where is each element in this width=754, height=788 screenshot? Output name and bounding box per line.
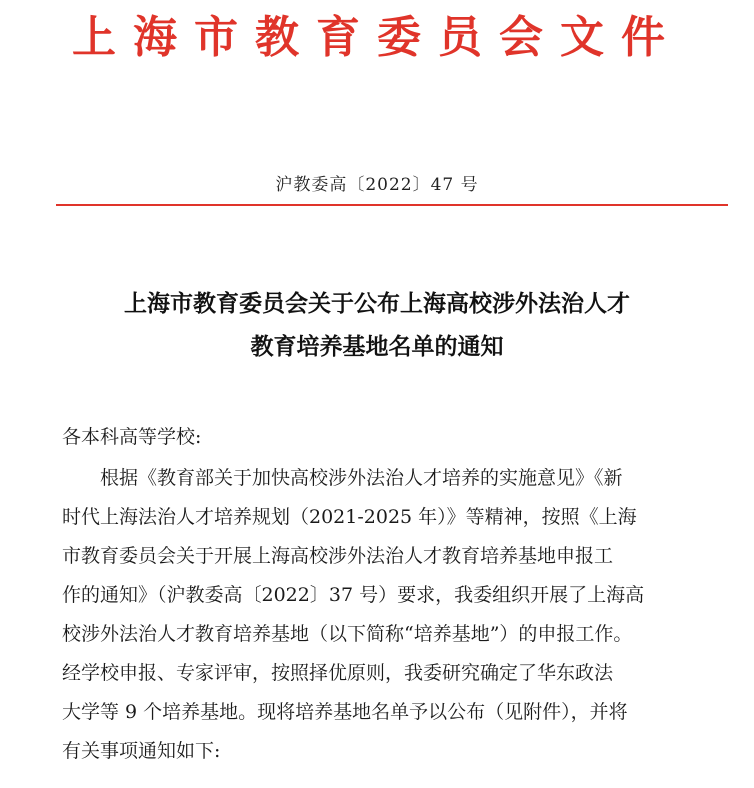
notice-title-line-2: 教育培养基地名单的通知 (250, 333, 504, 360)
body-line-6: 经学校申报、专家评审，按照择优原则，我委研究确定了华东政法 (62, 662, 614, 684)
document-header-title: 上海市教育委员会文件 (72, 12, 682, 63)
body-paragraph (62, 459, 738, 771)
notice-title-line-1: 上海市教育委员会关于公布上海高校涉外法治人才 (124, 290, 630, 317)
body-line-2: 时代上海法治人才培养规划（2021-2025 年）》等精神，按照《上海 (62, 506, 637, 528)
salutation: 各本科高等学校: (62, 426, 202, 448)
body-line-5: 校涉外法治人才教育培养基地（以下简称“培养基地”）的申报工作。 (62, 623, 633, 645)
notice-title (0, 282, 754, 368)
body-line-8: 有关事项通知如下: (62, 740, 221, 762)
body-line-4: 作的通知》（沪教委高〔2022〕37 号）要求，我委组织开展了上海高 (62, 584, 645, 606)
document-number: 沪教委高〔2022〕47 号 (275, 175, 479, 195)
body-line-7: 大学等 9 个培养基地。现将培养基地名单予以公布（见附件），并将 (62, 701, 628, 723)
header-divider (56, 204, 728, 206)
body-line-1: 根据《教育部关于加快高校涉外法治人才培养的实施意见》《新 (100, 467, 623, 489)
body-line-3: 市教育委员会关于开展上海高校涉外法治人才教育培养基地申报工 (62, 545, 614, 567)
